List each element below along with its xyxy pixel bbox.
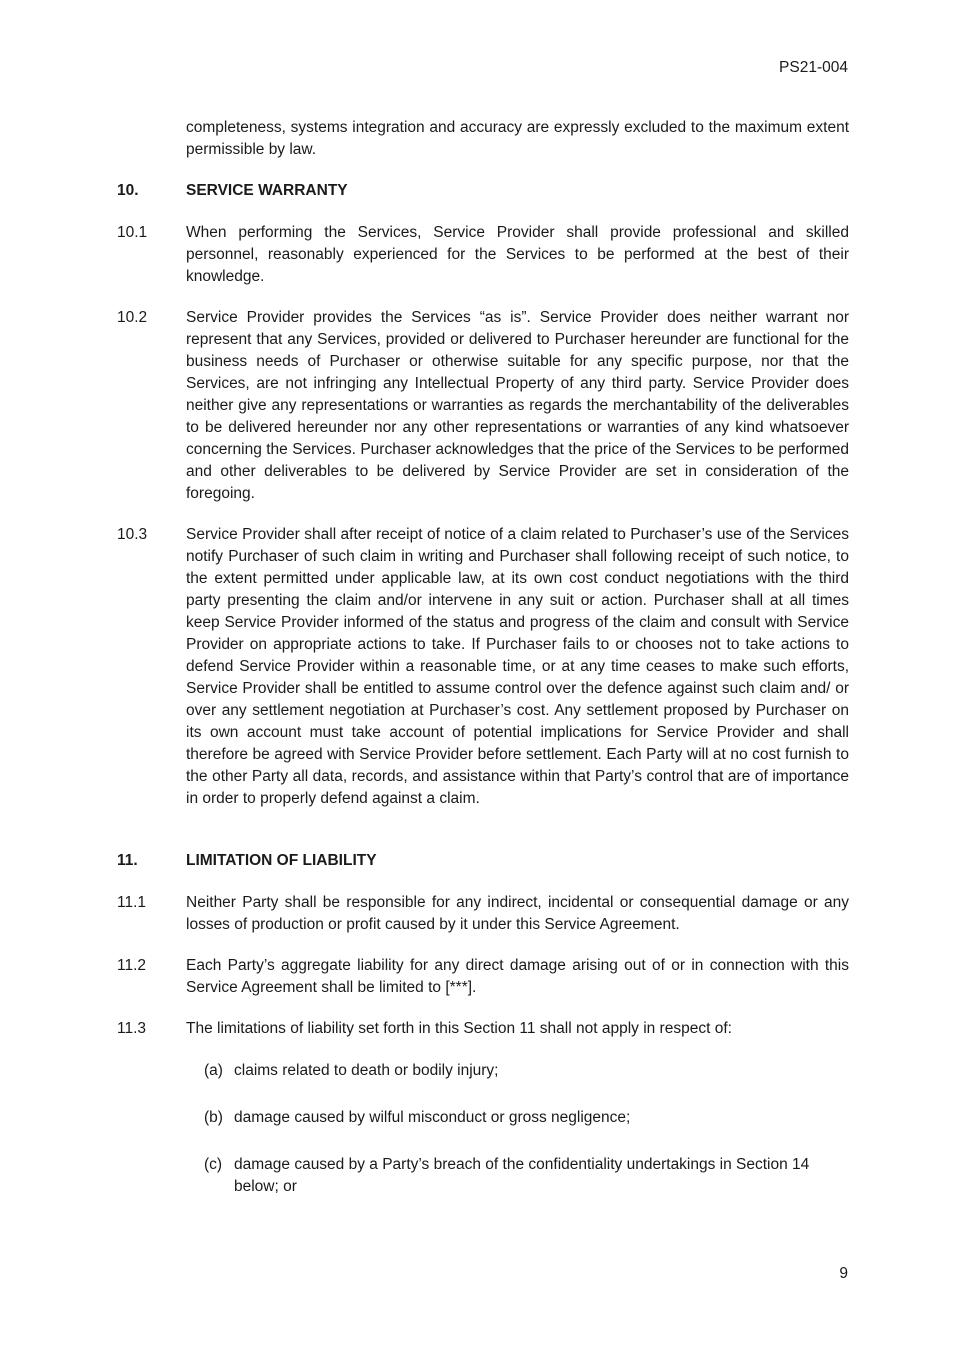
sub-item-a-text: claims related to death or bodily injury;: [234, 1062, 499, 1079]
clause-11-1-text: Neither Party shall be responsible for any indirect, incidental or consequential damage or any losses of production or profit caused by it under this Service Agreement.: [186, 894, 849, 933]
sub-item-b-label: (b): [204, 1109, 223, 1126]
sub-item-a-label: (a): [204, 1062, 223, 1079]
clause-10-1-text: When performing the Services, Service Provider shall provide professional and skilled personnel, reasonably experienced for the Services to be performed at the best of their knowledge.: [186, 224, 849, 285]
sub-item-c-text: damage caused by a Party’s breach of the confidentiality undertakings in Section 14 below; or: [234, 1156, 810, 1195]
clause-11-3-text: The limitations of liability set forth in this Section 11 shall not apply in respect of:: [186, 1020, 732, 1037]
clause-10-1-number: 10.1: [117, 224, 148, 241]
section-10-title: SERVICE WARRANTY: [186, 182, 348, 199]
clause-10-3-number: 10.3: [117, 526, 148, 543]
clause-11-3-number: 11.3: [117, 1020, 147, 1037]
sub-item-b-text: damage caused by wilful misconduct or gross negligence;: [234, 1109, 631, 1126]
clause-10-2-number: 10.2: [117, 309, 148, 326]
clause-11-1-number: 11.1: [117, 894, 147, 911]
section-11-number: 11.: [117, 852, 138, 869]
document-reference: PS21-004: [779, 59, 848, 76]
clause-10-2-text: Service Provider provides the Services “as is”. Service Provider does neither warrant nor represent that any Services, provided or delivered to Purchaser hereunder are functional for the business needs of Purchaser or otherwise suitable for any specific purpose, nor that the Services, are not infringing any Intellectual Property of any third party. Service Provider does neither give any representations or warranties as regards the merchantability of the deliverables to be delivered hereunder nor any other representations or warranties of any kind whatsoever concerning the Services. Purchaser acknowledges that the price of the Services to be performed and other deliverables to be delivered by Service Provider are set in consideration of the foregoing.: [186, 309, 849, 502]
clause-10-3-text: Service Provider shall after receipt of notice of a claim related to Purchaser’s use of the Services notify Purchaser of such claim in writing and Purchaser shall following receipt of such notice, to the extent permitted under applicable law, at its own cost conduct negotiations with the third party presenting the claim and/or intervene in any suit or action. Purchaser shall at all times keep Service Provider informed of the status and progress of the claim and consult with Service Provider on appropriate actions to take. If Purchaser fails to or chooses not to take actions to defend Service Provider within a reasonable time, or at any time ceases to make such efforts, Service Provider shall be entitled to assume control over the defence against such claim and/ or over any settlement negotiation at Purchaser’s cost. Any settlement proposed by Purchaser on its own account must take account of potential implications for Service Provider and shall therefore be agreed with Service Provider before settlement. Each Party will at no cost furnish to the other Party all data, records, and assistance within that Party’s control that are of importance in order to properly defend against a claim.: [186, 526, 849, 807]
page-number: 9: [839, 1265, 848, 1282]
clause-11-2-text: Each Party’s aggregate liability for any direct damage arising out of or in connection with this Service Agreement shall be limited to [***].: [186, 957, 849, 996]
sub-item-c-label: (c): [204, 1156, 223, 1173]
clause-11-2-number: 11.2: [117, 957, 147, 974]
section-11-title: LIMITATION OF LIABILITY: [186, 852, 377, 869]
section-10-number: 10.: [117, 182, 139, 199]
continuation-paragraph: completeness, systems integration and accuracy are expressly excluded to the maximum extent permissible by law.: [186, 119, 849, 158]
